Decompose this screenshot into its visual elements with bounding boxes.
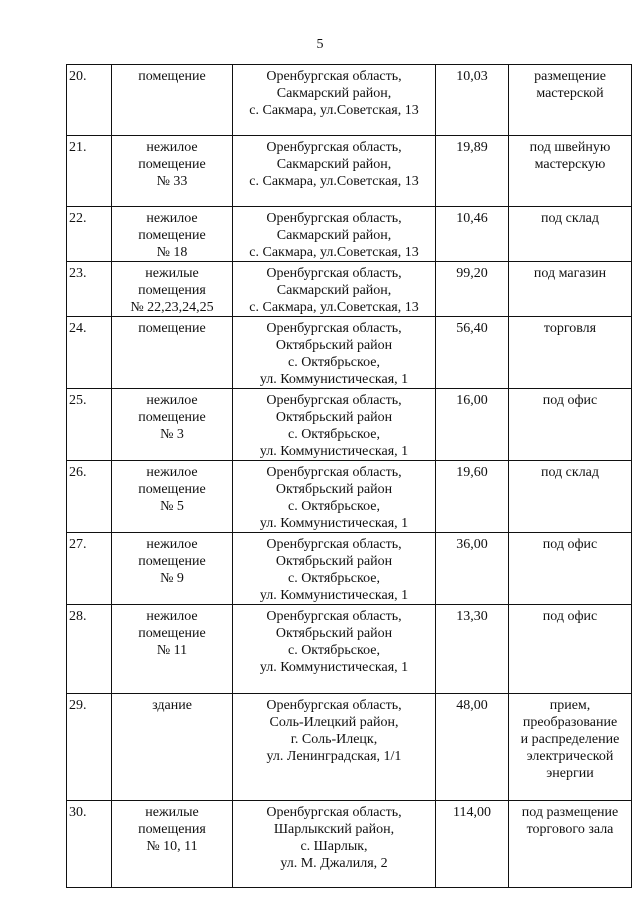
address-line: Октябрьский район — [275, 554, 393, 569]
row-number-cell — [67, 694, 112, 801]
object-name-line: нежилое — [146, 465, 198, 480]
address-line: Оренбургская область, — [266, 698, 402, 713]
address-line: Оренбургская область, — [266, 321, 402, 336]
row-number-cell — [67, 317, 112, 389]
address-line: ул. Коммунистическая, 1 — [259, 660, 409, 675]
row-number: 27. — [69, 537, 87, 552]
object-name-line: нежилые — [145, 805, 199, 820]
area-value: 16,00 — [456, 393, 488, 408]
object-name-line: помещение — [138, 410, 206, 425]
purpose-cell — [509, 694, 632, 801]
address-line: с. Октябрьское, — [287, 499, 380, 514]
address-line: с. Октябрьское, — [287, 571, 380, 586]
area-value: 13,30 — [456, 609, 488, 624]
address-line: с. Октябрьское, — [287, 427, 380, 442]
row-number-cell — [67, 801, 112, 888]
purpose-line: мастерскую — [534, 157, 606, 172]
purpose-line: под офис — [542, 537, 598, 552]
address-line: Оренбургская область, — [266, 537, 402, 552]
table-row — [67, 801, 632, 888]
object-name-line: помещение — [138, 626, 206, 641]
area-cell — [436, 136, 509, 207]
purpose-cell — [509, 65, 632, 136]
address-cell — [233, 65, 436, 136]
object-name-cell — [112, 605, 233, 694]
row-number: 25. — [69, 393, 87, 408]
object-name-cell — [112, 694, 233, 801]
row-number: 20. — [69, 69, 87, 84]
object-name-cell — [112, 461, 233, 533]
address-line: Сакмарский район, — [276, 86, 392, 101]
area-cell — [436, 605, 509, 694]
area-value: 56,40 — [456, 321, 488, 336]
table-row — [67, 533, 632, 605]
area-cell — [436, 317, 509, 389]
object-name-line: нежилое — [146, 393, 198, 408]
object-name-line: нежилое — [146, 211, 198, 226]
address-cell — [233, 317, 436, 389]
area-cell — [436, 207, 509, 262]
address-line: Соль-Илецкий район, — [269, 715, 399, 730]
address-line: ул. М. Джалиля, 2 — [280, 856, 388, 871]
object-name-line: нежилое — [146, 537, 198, 552]
area-value: 19,60 — [456, 465, 488, 480]
purpose-line: прием, — [549, 698, 591, 713]
row-number: 30. — [69, 805, 87, 820]
area-value: 19,89 — [456, 140, 488, 155]
address-cell — [233, 207, 436, 262]
purpose-line: торгового зала — [526, 822, 614, 837]
address-line: ул. Коммунистическая, 1 — [259, 444, 409, 459]
area-cell — [436, 389, 509, 461]
area-value: 114,00 — [453, 805, 491, 820]
address-line: с. Октябрьское, — [287, 355, 380, 370]
object-name-line: помещение — [138, 482, 206, 497]
table-row — [67, 262, 632, 317]
area-value: 10,46 — [456, 211, 488, 226]
property-table — [66, 64, 632, 888]
purpose-cell — [509, 262, 632, 317]
address-line: Оренбургская область, — [266, 266, 402, 281]
purpose-line: и распределение — [520, 732, 620, 747]
address-cell — [233, 605, 436, 694]
address-cell — [233, 533, 436, 605]
table-row — [67, 136, 632, 207]
address-line: ул. Ленинградская, 1/1 — [266, 749, 402, 764]
area-cell — [436, 461, 509, 533]
address-line: Октябрьский район — [275, 410, 393, 425]
purpose-cell — [509, 461, 632, 533]
object-name-line: № 11 — [156, 643, 188, 658]
row-number: 21. — [69, 140, 87, 155]
object-name-line: помещение — [138, 321, 206, 336]
row-number: 24. — [69, 321, 87, 336]
table-row — [67, 605, 632, 694]
row-number: 29. — [69, 698, 87, 713]
row-number-cell — [67, 136, 112, 207]
area-value: 10,03 — [456, 69, 488, 84]
object-name-line: помещения — [138, 283, 206, 298]
address-line: Сакмарский район, — [276, 157, 392, 172]
purpose-line: размещение — [534, 69, 606, 84]
address-line: с. Сакмара, ул.Советская, 13 — [249, 245, 419, 260]
table-row — [67, 207, 632, 262]
table-row — [67, 317, 632, 389]
row-number-cell — [67, 262, 112, 317]
address-cell — [233, 389, 436, 461]
object-name-line: № 33 — [156, 174, 188, 189]
purpose-cell — [509, 605, 632, 694]
table-row — [67, 461, 632, 533]
purpose-line: под офис — [542, 393, 598, 408]
address-line: ул. Коммунистическая, 1 — [259, 372, 409, 387]
object-name-cell — [112, 207, 233, 262]
purpose-cell — [509, 533, 632, 605]
row-number: 23. — [69, 266, 87, 281]
object-name-line: № 18 — [156, 245, 188, 260]
row-number-cell — [67, 605, 112, 694]
address-line: Оренбургская область, — [266, 69, 402, 84]
purpose-line: электрической — [526, 749, 614, 764]
address-cell — [233, 136, 436, 207]
address-line: ул. Коммунистическая, 1 — [259, 588, 409, 603]
address-line: Оренбургская область, — [266, 609, 402, 624]
purpose-line: преобразование — [522, 715, 618, 730]
address-line: с. Сакмара, ул.Советская, 13 — [249, 300, 419, 315]
object-name-cell — [112, 801, 233, 888]
area-cell — [436, 533, 509, 605]
row-number-cell — [67, 461, 112, 533]
address-line: Оренбургская область, — [266, 393, 402, 408]
address-cell — [233, 801, 436, 888]
area-cell — [436, 65, 509, 136]
address-line: Шарлыкский район, — [273, 822, 395, 837]
purpose-line: под офис — [542, 609, 598, 624]
address-line: г. Соль-Илецк, — [290, 732, 378, 747]
row-number-cell — [67, 389, 112, 461]
purpose-line: под швейную — [529, 140, 611, 155]
property-table-body — [67, 65, 632, 888]
object-name-line: нежилые — [145, 266, 199, 281]
purpose-line: под склад — [540, 211, 600, 226]
row-number: 22. — [69, 211, 87, 226]
object-name-line: № 9 — [160, 571, 184, 586]
object-name-line: № 10, 11 — [146, 839, 198, 854]
area-value: 48,00 — [456, 698, 488, 713]
purpose-cell — [509, 136, 632, 207]
area-cell — [436, 262, 509, 317]
object-name-cell — [112, 317, 233, 389]
object-name-cell — [112, 533, 233, 605]
area-value: 36,00 — [456, 537, 488, 552]
address-line: Октябрьский район — [275, 482, 393, 497]
object-name-line: нежилое — [146, 609, 198, 624]
area-value: 99,20 — [456, 266, 488, 281]
purpose-line: энергии — [546, 766, 594, 781]
row-number-cell — [67, 207, 112, 262]
address-cell — [233, 694, 436, 801]
object-name-line: помещение — [138, 69, 206, 84]
area-cell — [436, 801, 509, 888]
row-number-cell — [67, 65, 112, 136]
address-line: Сакмарский район, — [276, 228, 392, 243]
object-name-line: помещение — [138, 554, 206, 569]
address-line: Оренбургская область, — [266, 805, 402, 820]
purpose-cell — [509, 801, 632, 888]
address-line: Оренбургская область, — [266, 211, 402, 226]
address-cell — [233, 262, 436, 317]
table-row — [67, 389, 632, 461]
object-name-line: помещения — [138, 822, 206, 837]
address-line: с. Сакмара, ул.Советская, 13 — [249, 103, 419, 118]
area-cell — [436, 694, 509, 801]
address-line: с. Сакмара, ул.Советская, 13 — [249, 174, 419, 189]
address-line: Октябрьский район — [275, 626, 393, 641]
address-line: Оренбургская область, — [266, 140, 402, 155]
object-name-cell — [112, 65, 233, 136]
object-name-line: № 5 — [160, 499, 184, 514]
table-row — [67, 694, 632, 801]
address-line: с. Шарлык, — [300, 839, 368, 854]
object-name-line: № 3 — [160, 427, 184, 442]
purpose-line: под магазин — [533, 266, 607, 281]
object-name-cell — [112, 389, 233, 461]
purpose-cell — [509, 317, 632, 389]
object-name-line: здание — [152, 698, 192, 713]
address-cell — [233, 461, 436, 533]
row-number-cell — [67, 533, 112, 605]
address-line: Октябрьский район — [275, 338, 393, 353]
address-line: ул. Коммунистическая, 1 — [259, 516, 409, 531]
row-number: 28. — [69, 609, 87, 624]
object-name-line: помещение — [138, 157, 206, 172]
purpose-line: мастерской — [536, 86, 604, 101]
address-line: Оренбургская область, — [266, 465, 402, 480]
purpose-cell — [509, 207, 632, 262]
purpose-cell — [509, 389, 632, 461]
table-row — [67, 65, 632, 136]
object-name-line: помещение — [138, 228, 206, 243]
page-number: 5 — [316, 37, 324, 52]
purpose-line: под склад — [540, 465, 600, 480]
object-name-cell — [112, 136, 233, 207]
object-name-line: № 22,23,24,25 — [130, 300, 214, 315]
address-line: Сакмарский район, — [276, 283, 392, 298]
object-name-cell — [112, 262, 233, 317]
address-line: с. Октябрьское, — [287, 643, 380, 658]
row-number: 26. — [69, 465, 87, 480]
object-name-line: нежилое — [146, 140, 198, 155]
purpose-line: под размещение — [521, 805, 619, 820]
purpose-line: торговля — [543, 321, 597, 336]
